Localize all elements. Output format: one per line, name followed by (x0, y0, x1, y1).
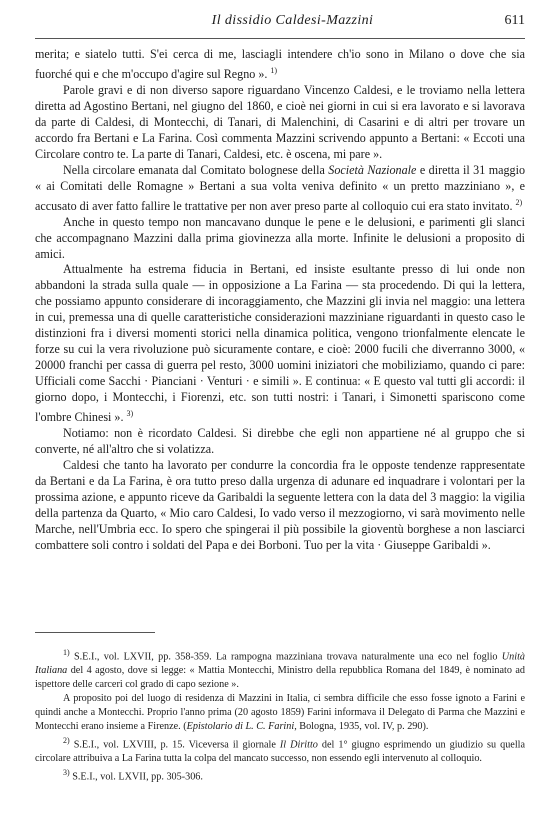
footnote-ref: 1) (270, 65, 278, 75)
paragraph: Anche in questo tempo non mancavano dunque le pene e le delusioni, e parimenti gli slanci che accompagnano Mazzini dalla prima giovinezza alla morte. Infinite le delusioni a proposito di amici. (35, 214, 525, 261)
italic-text: Unità Italiana (35, 651, 526, 677)
italic-text: Società Nazionale (328, 162, 417, 177)
italic-text: Il Diritto (279, 739, 318, 751)
paragraph: Parole gravi e di non diverso sapore riguardano Vincenzo Caldesi, e le troviamo nella lettera diretta ad Agostino Bertani, nel giugno del 1860, e cioè nei giorni in cui si era lavorato e si lavorava da parte di Caldesi, di Montecchi, di Tanari, di Malenchini, di Casarini e di altri per trovare un accordo fra Bertani e La Farina. Così commenta Mazzini scrivendo appunto a Bertani: « Eccoti una Circolare contro te. La parte di Tanari, Caldesi, etc. è oscena, mi pare ». (35, 82, 525, 161)
footnote-text: del 4 agosto, dove si legge: « Mattia Montecchi, Ministro della repubblica Romana del 1849, è nominato ad ispettore delle carceri col grado di capo sezione ». (35, 665, 525, 691)
footnote (35, 766, 525, 784)
paragraph-text: merita; e siatelo tutti. S'ei cerca di me, lasciagli intendere ch'io sono in Milano o dove che sia fuorché qui e che m'occupo d'agire sul Regno ». (35, 47, 525, 81)
paragraph (35, 163, 525, 215)
footnote-text: del 1° giugno esprimendo un giudizio su quella circolare attribuiva a La Farina tutta la colpa del mancato successo, non essendo egli intervenuto al colloquio. (35, 739, 526, 765)
paragraph: Notiamo: non è ricordato Caldesi. Si direbbe che egli non appartiene né al gruppo che si converte, né all'altro che si volatizza. (35, 426, 525, 456)
paragraph: Caldesi che tanto ha lavorato per condurre la concordia fra le opposte tendenze rappresentate da Bertani e da La Farina, è ora tutto preso dalla urgenza di adunare ed inquadrare i volontari per la prossima azione, e appunto riceve da Garibaldi la seguente lettera con la data del 3 maggio: la vigilia della partenza da Quarto, « Mio caro Caldesi, Io vado verso il mezzogiorno, vi sarà movimento nelle Marche, nell'Umbria ecc. Io spero che spingerai il più possibile la gioventù borghese a non lasciarci combattere soli contro i soldati del Papa e dei Borboni. Tuo per la vita · Giuseppe Garibaldi ». (35, 457, 525, 552)
footnote (35, 646, 525, 692)
paragraph-text: Nella circolare emanata dal Comitato bolognese della (63, 162, 329, 177)
footnote-number: 3) (63, 768, 70, 778)
footnote-ref: 3) (126, 409, 134, 419)
footnote-number: 2) (63, 735, 70, 745)
page-number: 611 (504, 13, 525, 28)
running-header (60, 13, 525, 33)
footnotes (35, 646, 525, 784)
footnote-text: S.E.I., vol. LXVII, pp. 305-306. (72, 771, 203, 783)
running-title: Il dissidio Caldesi-Mazzini (211, 13, 374, 28)
paragraph (35, 262, 525, 426)
paragraph-text: e diretta il 31 maggio « ai Comitati delle Romagne » Bertani a sua volta veniva definito « un pretto mazziniano », e accusato di aver fatto fallire le trattative per non aver preso parte al colloquio cui era stato invitato. (35, 162, 526, 213)
paragraph-text: Attualmente ha estrema fiducia in Bertani, ed insiste esultante presso di lui onde non abbandoni la strada sulla quale — in opposizione a La Farina — sta procedendo. Di qui la lettera, che possiamo appunto considerare di incoraggiamento, che Mazzini gli invia nel maggio: una lettera in cui, premessa una di quelle caratteristiche considerazioni mazziniane riguardanti in questo caso le distinzioni fra i diversi momenti storici nella dinamica politica, vengono trionfalmente elencate le forze su cui la vera rivoluzione può sicuramente contare, e cioè: 2000 fucili che diverranno 3000, « 20000 franchi per cassa di guerra pel resto, 3000 uomini iniziatori che mobiliziamo, quando ci pare: Ufficiali come Sacchi · Pianciani · Venturi · e simili ». E continua: « E questo val tutti gli accordi: il giorno dopo, i Montecchi, i Fiorenzi, etc. son tutti nostri: i Tanari, i Simonetti spariscono come l'ombre Chinesi ». (35, 262, 525, 425)
footnote-text: S.E.I., vol. LXVII, pp. 358-359. La rampogna mazziniana trovava naturalmente una eco nel foglio (73, 651, 502, 663)
italic-text: Epistolario di L. C. Farini (186, 720, 295, 732)
footnote-text: A proposito poi del luogo di residenza di Mazzini in Italia, ci sembra difficile che esso fosse ignoto a Farini e quindi anche a Montecchi. Proprio l'anno prima (20 agosto 1859) Farini informava il Delegato di Parma che Mazzini e Montecchi erano insieme a Firenze. ( (35, 693, 525, 732)
main-text (35, 47, 525, 554)
footnote-number: 1) (63, 648, 70, 657)
footnote-text: , Bologna, 1935, vol. IV, p. 290). (294, 720, 429, 732)
paragraph (35, 47, 525, 83)
footnote-ref: 2) (515, 197, 523, 207)
header-rule (35, 38, 525, 39)
footnote (35, 692, 525, 734)
footnote-text: S.E.I., vol. LXVIII, p. 15. Viceversa il giornale (73, 739, 280, 751)
footnote (35, 734, 525, 766)
footnote-rule (35, 632, 155, 633)
